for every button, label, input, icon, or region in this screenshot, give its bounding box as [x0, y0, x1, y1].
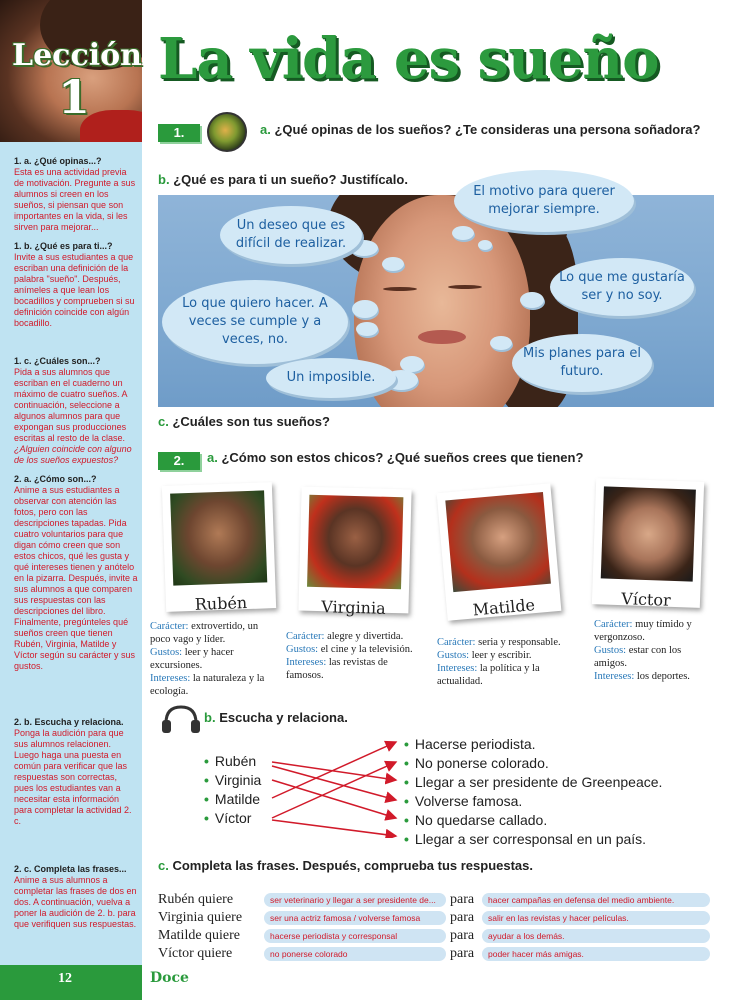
question-text: Completa las frases. Después, comprueba tus respuestas. [172, 858, 533, 873]
desc-key: Intereses: [150, 673, 191, 684]
thought-bubble: Mis planes para el futuro. [512, 334, 652, 392]
name-text: Matilde [214, 791, 261, 807]
question-2c [158, 858, 533, 873]
note-text: Anime a sus estudiantes a observar con atención las fotos, pero con las descripciones tapadas. Pida cuatro voluntarios para que digan cómo creen que son estos chicos, qué les gusta y qué intereses tienen y anótelo en la pizarra. Después, invite a sus alumnos a que comparen sus respuestas con las descripciones del libro. Finalmente, pregúnteles qué sueños creen que tienen Rubén, Virginia, Matilde y Víctor según su carácter y sus gustos. [14, 485, 138, 671]
desc-key: Intereses: [594, 671, 635, 682]
matilde-photo [445, 492, 551, 592]
note-1c [14, 356, 138, 466]
ruben-photo [170, 490, 267, 585]
note-text: Anime a sus alumnos a completar las frases de dos en dos. A continuación, vuelva a poner la audición de 2. b. para que verifiquen sus respuestas. [14, 875, 137, 929]
note-title: 1. a. ¿Qué opinas...? [14, 156, 102, 166]
round-photo [207, 112, 247, 152]
list-item: • No ponerse colorado. [404, 755, 549, 771]
note-title: 2. a. ¿Cómo son...? [14, 474, 97, 484]
description-victor [594, 618, 710, 683]
photo-card-victor [592, 478, 704, 608]
dream-text: Volverse famosa. [414, 793, 523, 809]
sentence-row [158, 910, 718, 928]
answer-blank: no ponerse colorado [264, 947, 446, 961]
question-letter: c. [158, 858, 169, 873]
bubble-puff [520, 292, 544, 308]
desc-key: Carácter: [286, 631, 325, 642]
virginia-photo [307, 495, 403, 589]
page-number: 12 [58, 971, 72, 986]
thought-bubble: Un imposible. [266, 358, 396, 398]
photo-lips [418, 330, 466, 344]
desc-key: Gustos: [594, 645, 627, 656]
note-2a [14, 474, 138, 672]
description-matilde [437, 636, 567, 688]
list-item: • Llegar a ser presidente de Greenpeace. [404, 774, 663, 790]
bubble-puff [352, 300, 378, 318]
question-1a [260, 122, 700, 137]
desc-value: muy tímido y vergonzoso. [594, 619, 692, 643]
name-text: Víctor [214, 810, 252, 826]
list-item: • Llegar a ser corresponsal en un país. [404, 831, 647, 847]
desc-value: el cine y la televisión. [320, 644, 413, 655]
page-word: Doce [150, 970, 189, 986]
question-text: Escucha y relaciona. [219, 710, 348, 725]
note-text: Invite a sus estudiantes a que escriban una definición de la palabra "sueño". Después, anímeles a que lean los bocadillos y comprueben si su definición coincide con algún bocadillo. [14, 252, 135, 328]
victor-photo [601, 486, 696, 581]
question-1c [158, 414, 330, 429]
description-virginia [286, 630, 426, 682]
para-word: para [450, 928, 475, 943]
desc-key: Carácter: [594, 619, 633, 630]
note-text: Ponga la audición para que sus alumnos relacionen. Luego haga una puesta en común para verificar que las respuestas son correctas, pues los estudiantes van a necesitar esta información para completar la actividad 2. c. [14, 728, 132, 826]
bubble-puff [452, 226, 474, 240]
answer-blank: hacerse periodista y corresponsal [264, 929, 446, 943]
dream-text: Llegar a ser corresponsal en un país. [414, 831, 647, 847]
para-word: para [450, 892, 475, 907]
note-title: 2. c. Completa las frases... [14, 864, 127, 874]
dreams-list [404, 735, 662, 849]
list-item: • Rubén [204, 753, 257, 769]
dream-text: Hacerse periodista. [414, 736, 536, 752]
answer-blank: poder hacer más amigas. [482, 947, 710, 961]
matching-arrows [268, 738, 408, 838]
note-1b [14, 241, 138, 329]
question-text: ¿Qué opinas de los sueños? ¿Te consideras una persona soñadora? [274, 122, 701, 137]
note-title: 1. b. ¿Qué es para ti...? [14, 241, 113, 251]
question-text: ¿Cómo son estos chicos? ¿Qué sueños crees que tienen? [221, 450, 584, 465]
sentence-row [158, 946, 718, 964]
desc-value: extrovertido, un poco vago y líder. [150, 621, 259, 645]
note-title: 1. c. ¿Cuáles son...? [14, 356, 101, 366]
sentence-subject: Víctor quiere [158, 946, 233, 961]
question-letter: b. [204, 710, 216, 725]
para-word: para [450, 946, 475, 961]
note-1a [14, 156, 138, 233]
desc-value: la política y la actualidad. [437, 663, 540, 687]
person-name: Virginia [321, 597, 386, 618]
note-title: 2. b. Escucha y relaciona. [14, 717, 124, 727]
note-italic: ¿Alguien coincide con alguno de los sueños expuestos? [14, 444, 132, 465]
list-item: • Virginia [204, 772, 262, 788]
bubble-puff [478, 240, 492, 250]
person-name: Rubén [194, 593, 248, 614]
question-2a [207, 450, 583, 465]
description-ruben [150, 620, 274, 698]
names-list [204, 752, 261, 828]
list-item: • Hacerse periodista. [404, 736, 536, 752]
sentence-subject: Rubén quiere [158, 892, 234, 907]
list-item: • Víctor [204, 810, 252, 826]
page-title: La vida es sueño [158, 26, 659, 92]
photo-card-virginia [298, 487, 411, 618]
closed-eye [448, 285, 482, 289]
desc-key: Intereses: [286, 657, 327, 668]
question-2b [204, 710, 348, 725]
answer-blank: salir en las revistas y hacer películas. [482, 911, 710, 925]
question-text: ¿Cuáles son tus sueños? [172, 414, 330, 429]
desc-key: Carácter: [437, 637, 476, 648]
list-item: • No quedarse callado. [404, 812, 548, 828]
thought-bubble: Lo que quiero hacer. A veces se cumple y a veces, no. [162, 280, 348, 364]
lesson-label: Lección [12, 38, 142, 73]
bubble-puff [490, 336, 512, 350]
thought-bubble: El motivo para querer mejorar siempre. [454, 170, 634, 232]
headphones-icon [160, 703, 202, 735]
list-item: • Matilde [204, 791, 261, 807]
para-word: para [450, 910, 475, 925]
answer-blank: ayudar a los demás. [482, 929, 710, 943]
dream-text: Llegar a ser presidente de Greenpeace. [414, 774, 663, 790]
desc-value: seria y responsable. [478, 637, 561, 648]
list-item: • Volverse famosa. [404, 793, 523, 809]
answer-blank: ser una actriz famosa / volverse famosa [264, 911, 446, 925]
answer-blank: hacer campañas en defensa del medio ambiente. [482, 893, 710, 907]
bubble-puff [356, 322, 378, 336]
question-letter: a. [207, 450, 218, 465]
desc-value: alegre y divertida. [327, 631, 404, 642]
desc-key: Gustos: [437, 650, 470, 661]
closed-eye [383, 287, 417, 291]
sentence-subject: Virginia quiere [158, 910, 243, 925]
note-text: Esta es una actividad previa de motivación. Pregunte a sus alumnos si creen en los sueños, si piensan que son importantes en la vida, si les sirven para mejorar... [14, 167, 136, 232]
desc-value: las revistas de famosos. [286, 657, 388, 681]
photo-card-matilde [437, 483, 562, 620]
question-letter: b. [158, 172, 170, 187]
question-letter: c. [158, 414, 169, 429]
thought-bubble: Lo que me gustaría ser y no soy. [550, 258, 694, 316]
bubble-puff [382, 257, 404, 271]
sentence-subject: Matilde quiere [158, 928, 241, 943]
photo-card-ruben [162, 482, 276, 612]
note-2c [14, 864, 138, 930]
answer-blank: ser veterinario y llegar a ser presidente de... [264, 893, 446, 907]
sentence-row [158, 892, 718, 910]
dream-text: No ponerse colorado. [414, 755, 549, 771]
note-text: Pida a sus alumnos que escriban en el cuaderno un máximo de cuatro sueños. A continuación, seleccione a algunos alumnos para que expongan sus producciones escritas al resto de la clase. [14, 367, 128, 443]
desc-value: leer y escribir. [471, 650, 532, 661]
sentence-row [158, 928, 718, 946]
desc-value: los deportes. [636, 671, 690, 682]
person-name: Víctor [621, 589, 672, 610]
name-text: Rubén [214, 753, 257, 769]
desc-key: Gustos: [150, 647, 183, 658]
question-1b [158, 172, 408, 187]
dream-text: No quedarse callado. [414, 812, 548, 828]
exercise-badge-2: 2. [158, 452, 200, 470]
lesson-number: 1 [58, 70, 91, 124]
desc-value: estar con los amigos. [594, 645, 682, 669]
desc-key: Carácter: [150, 621, 189, 632]
name-text: Virginia [214, 772, 262, 788]
exercise-badge-1: 1. [158, 124, 200, 142]
desc-value: la naturaleza y la ecología. [150, 673, 265, 697]
desc-value: leer y hacer excursiones. [150, 647, 234, 671]
note-2b [14, 717, 138, 827]
desc-key: Gustos: [286, 644, 319, 655]
person-name: Matilde [471, 595, 536, 620]
question-letter: a. [260, 122, 271, 137]
thought-bubble: Un deseo que es difícil de realizar. [220, 206, 362, 264]
question-text: ¿Qué es para ti un sueño? Justifícalo. [173, 172, 408, 187]
desc-key: Intereses: [437, 663, 478, 674]
